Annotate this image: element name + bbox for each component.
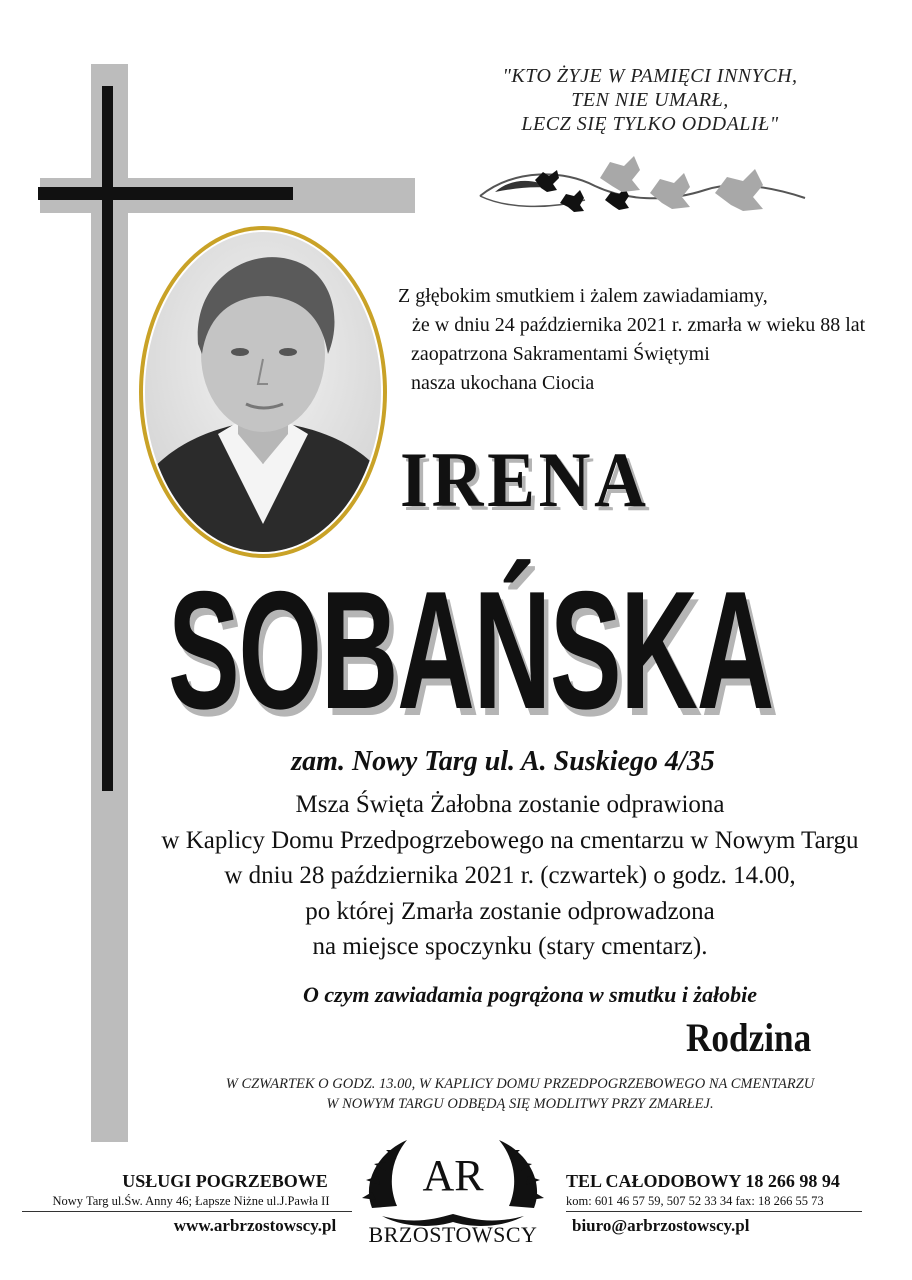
logo-brand-name: BRZOSTOWSCY bbox=[368, 1222, 538, 1247]
mass-line-5: na miejsce spoczynku (stary cmentarz). bbox=[312, 933, 708, 960]
intro-line-3: zaopatrzona Sakramentami Świętymi bbox=[411, 343, 710, 365]
website-link[interactable]: www.arbrzostowscy.pl bbox=[173, 1216, 337, 1235]
notice-line-2: W NOWYM TARGU ODBĘDĄ SIĘ MODLITWY PRZY ZMARŁEJ. bbox=[326, 1096, 714, 1112]
intro-line-1: Z głębokim smutkiem i żalem zawiadamiamy, bbox=[398, 285, 768, 307]
funeral-service-title: USŁUGI POGRZEBOWE bbox=[122, 1171, 328, 1191]
leaf-ornament-icon bbox=[475, 148, 810, 228]
phone-number: TEL CAŁODOBOWY 18 266 98 94 bbox=[566, 1171, 840, 1191]
intro-line-2: że w dniu 24 października 2021 r. zmarła w wieku 88 lat bbox=[412, 314, 866, 336]
notice-line-1: W CZWARTEK O GODZ. 13.00, W KAPLICY DOMU PRZEDPOGRZEBOWEGO NA CMENTARZU bbox=[225, 1076, 815, 1092]
deceased-last-name: SOBAŃSKA bbox=[168, 556, 774, 744]
mass-line-3: w dniu 28 października 2021 r. (czwartek) o godz. 14.00, bbox=[224, 862, 796, 889]
quote-line-1: "KTO ŻYJE W PAMIĘCI INNYCH, bbox=[502, 65, 798, 87]
mass-line-1: Msza Święta Żałobna zostanie odprawiona bbox=[295, 791, 725, 818]
memorial-quote bbox=[440, 64, 860, 136]
portrait-photo bbox=[138, 224, 388, 560]
cross-horizontal-bar bbox=[38, 187, 293, 200]
mass-line-2: w Kaplicy Domu Przedpogrzebowego na cmentarzu w Nowym Targu bbox=[161, 826, 859, 854]
family-signature: Rodzina bbox=[686, 1015, 812, 1060]
email-link[interactable]: biuro@arbrzostowscy.pl bbox=[572, 1216, 750, 1235]
mass-details bbox=[110, 787, 910, 965]
funeral-service-address: Nowy Targ ul.Św. Anny 46; Łapsze Niżne ul.J.Pawła II bbox=[52, 1194, 330, 1208]
footer-divider-right bbox=[566, 1211, 862, 1212]
mass-line-4: po której Zmarła zostanie odprowadzona bbox=[305, 897, 715, 925]
deceased-first-name: IRENA bbox=[400, 436, 650, 523]
deceased-address: zam. Nowy Targ ul. A. Suskiego 4/35 bbox=[291, 746, 715, 777]
mobile-fax-numbers: kom: 601 46 57 59, 507 52 33 34 fax: 18 266 55 73 bbox=[566, 1194, 824, 1208]
logo-initials: AR bbox=[422, 1151, 484, 1200]
intro-line-4: nasza ukochana Ciocia bbox=[411, 372, 595, 394]
footer-divider-left bbox=[22, 1211, 352, 1212]
quote-line-2: TEN NIE UMARŁ, bbox=[571, 89, 729, 111]
quote-line-3: LECZ SIĘ TYLKO ODDALIŁ" bbox=[521, 113, 779, 135]
announcement-intro bbox=[398, 282, 878, 398]
prayer-notice bbox=[150, 1074, 890, 1114]
closing-text: O czym zawiadamia pogrążona w smutku i żałobie bbox=[302, 982, 758, 1007]
